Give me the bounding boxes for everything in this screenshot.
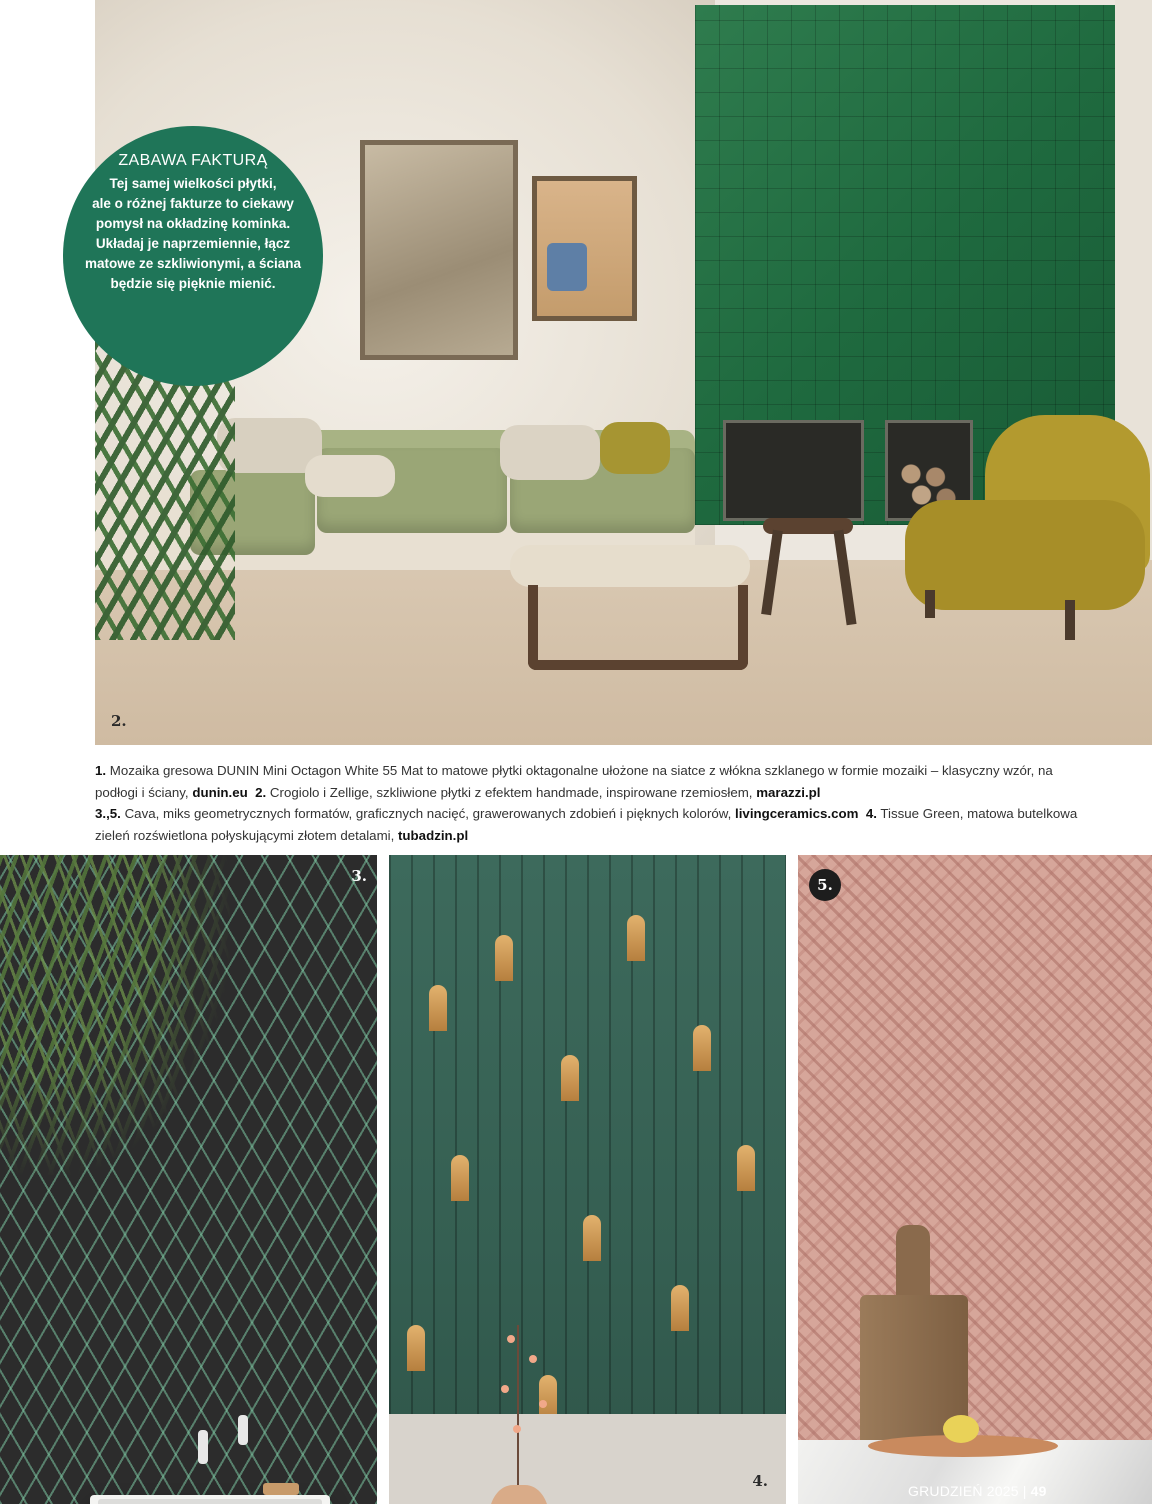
badge-text-line: pomysł na okładzinę kominka. bbox=[95, 216, 291, 231]
soap-dish bbox=[263, 1483, 299, 1495]
blossom bbox=[513, 1425, 521, 1433]
gold-tile bbox=[561, 1055, 579, 1101]
brand-link[interactable]: marazzi.pl bbox=[756, 784, 821, 800]
photo-number-5 bbox=[809, 869, 841, 901]
caption-number: 4. bbox=[865, 806, 877, 821]
page-footer bbox=[908, 1483, 1047, 1499]
cutting-board-handle bbox=[896, 1225, 930, 1299]
caption-text: Mozaika gresowa DUNIN Mini Octagon White 55 Mat to matowe płytki oktagonalne ułożone na siatce z włókna szklanego w formie mozaiki – klasyczny wzór, na podłogi i ściany, bbox=[95, 763, 1053, 800]
blossom bbox=[507, 1335, 515, 1343]
caption-text: Cava, miks geometrycznych formatów, graficznych nacięć, grawerowanych zdobień i pięknych kolorów, bbox=[120, 806, 736, 821]
photo-green-gold-tiles bbox=[389, 855, 786, 1504]
pillow bbox=[500, 425, 600, 480]
foliage bbox=[0, 855, 230, 1175]
photo-living-room bbox=[95, 0, 1152, 745]
photo-bathroom-sink bbox=[0, 855, 377, 1504]
separator: | bbox=[1022, 1483, 1027, 1499]
lemon bbox=[943, 1415, 979, 1443]
coffee-table bbox=[510, 545, 750, 587]
brand-link[interactable]: livingceramics.com bbox=[735, 806, 859, 821]
gold-tile bbox=[407, 1325, 425, 1371]
badge-text-line: Tej samej wielkości płytki, bbox=[109, 176, 277, 191]
gold-tile bbox=[583, 1215, 601, 1261]
brand-link[interactable]: tubadzin.pl bbox=[398, 827, 469, 843]
blossom bbox=[529, 1355, 537, 1363]
badge-title: ZABAWA FAKTURĄ bbox=[118, 152, 268, 169]
badge-text-line: matowe ze szkliwionymi, a ściana bbox=[84, 256, 302, 271]
blossom bbox=[501, 1385, 509, 1393]
photo-number-3: 3. bbox=[351, 867, 367, 885]
number-badge: 5. bbox=[809, 869, 841, 901]
plant bbox=[95, 340, 235, 640]
pillow bbox=[305, 455, 395, 497]
product-captions bbox=[95, 760, 1095, 846]
pillow bbox=[600, 422, 670, 474]
photo-number-2: 2. bbox=[111, 712, 127, 730]
page-number: 49 bbox=[1030, 1483, 1047, 1499]
photo-number-4: 4. bbox=[752, 1472, 768, 1490]
blossom bbox=[539, 1400, 547, 1408]
gold-tile bbox=[627, 915, 645, 961]
armchair-leg bbox=[1065, 600, 1075, 640]
floor bbox=[389, 1414, 786, 1504]
branch bbox=[517, 1325, 519, 1485]
armchair-seat bbox=[905, 500, 1145, 610]
fireplace-opening-left bbox=[723, 420, 864, 521]
artwork-small bbox=[532, 176, 637, 321]
caption-number: 3.,5. bbox=[95, 806, 121, 821]
gold-tile bbox=[429, 985, 447, 1031]
gold-tile bbox=[451, 1155, 469, 1201]
caption-number: 1. bbox=[95, 763, 107, 778]
caption-text: Crogiolo i Zellige, szkliwione płytki z efektem handmade, inspirowane rzemiosłem, bbox=[266, 784, 757, 800]
gold-tile bbox=[737, 1145, 755, 1191]
badge-text-line: ale o różnej fakturze to ciekawy bbox=[92, 196, 294, 211]
brand-link[interactable]: dunin.eu bbox=[192, 784, 248, 800]
photo-kitchen-backsplash bbox=[798, 855, 1152, 1504]
gold-tile bbox=[495, 935, 513, 981]
badge-text-line: Układaj je naprzemiennie, łącz bbox=[95, 236, 291, 251]
issue-date: GRUDZIEŃ 2025 bbox=[908, 1483, 1019, 1499]
tip-badge bbox=[63, 126, 323, 386]
gold-tile bbox=[693, 1025, 711, 1071]
washbasin bbox=[90, 1495, 330, 1504]
tap-handle bbox=[238, 1415, 248, 1445]
coffee-table-base bbox=[528, 585, 748, 670]
artwork-large bbox=[360, 140, 518, 360]
gold-tile bbox=[671, 1285, 689, 1331]
caption-text: Tissue Green, matowa butelkowa zieleń rozświetlona połyskującymi złotem detalami, bbox=[95, 806, 1078, 843]
caption-number: 2. bbox=[255, 784, 267, 800]
badge-text-line: będzie się pięknie mienić. bbox=[110, 276, 276, 291]
armchair-leg bbox=[925, 590, 935, 618]
faucet bbox=[198, 1430, 208, 1464]
